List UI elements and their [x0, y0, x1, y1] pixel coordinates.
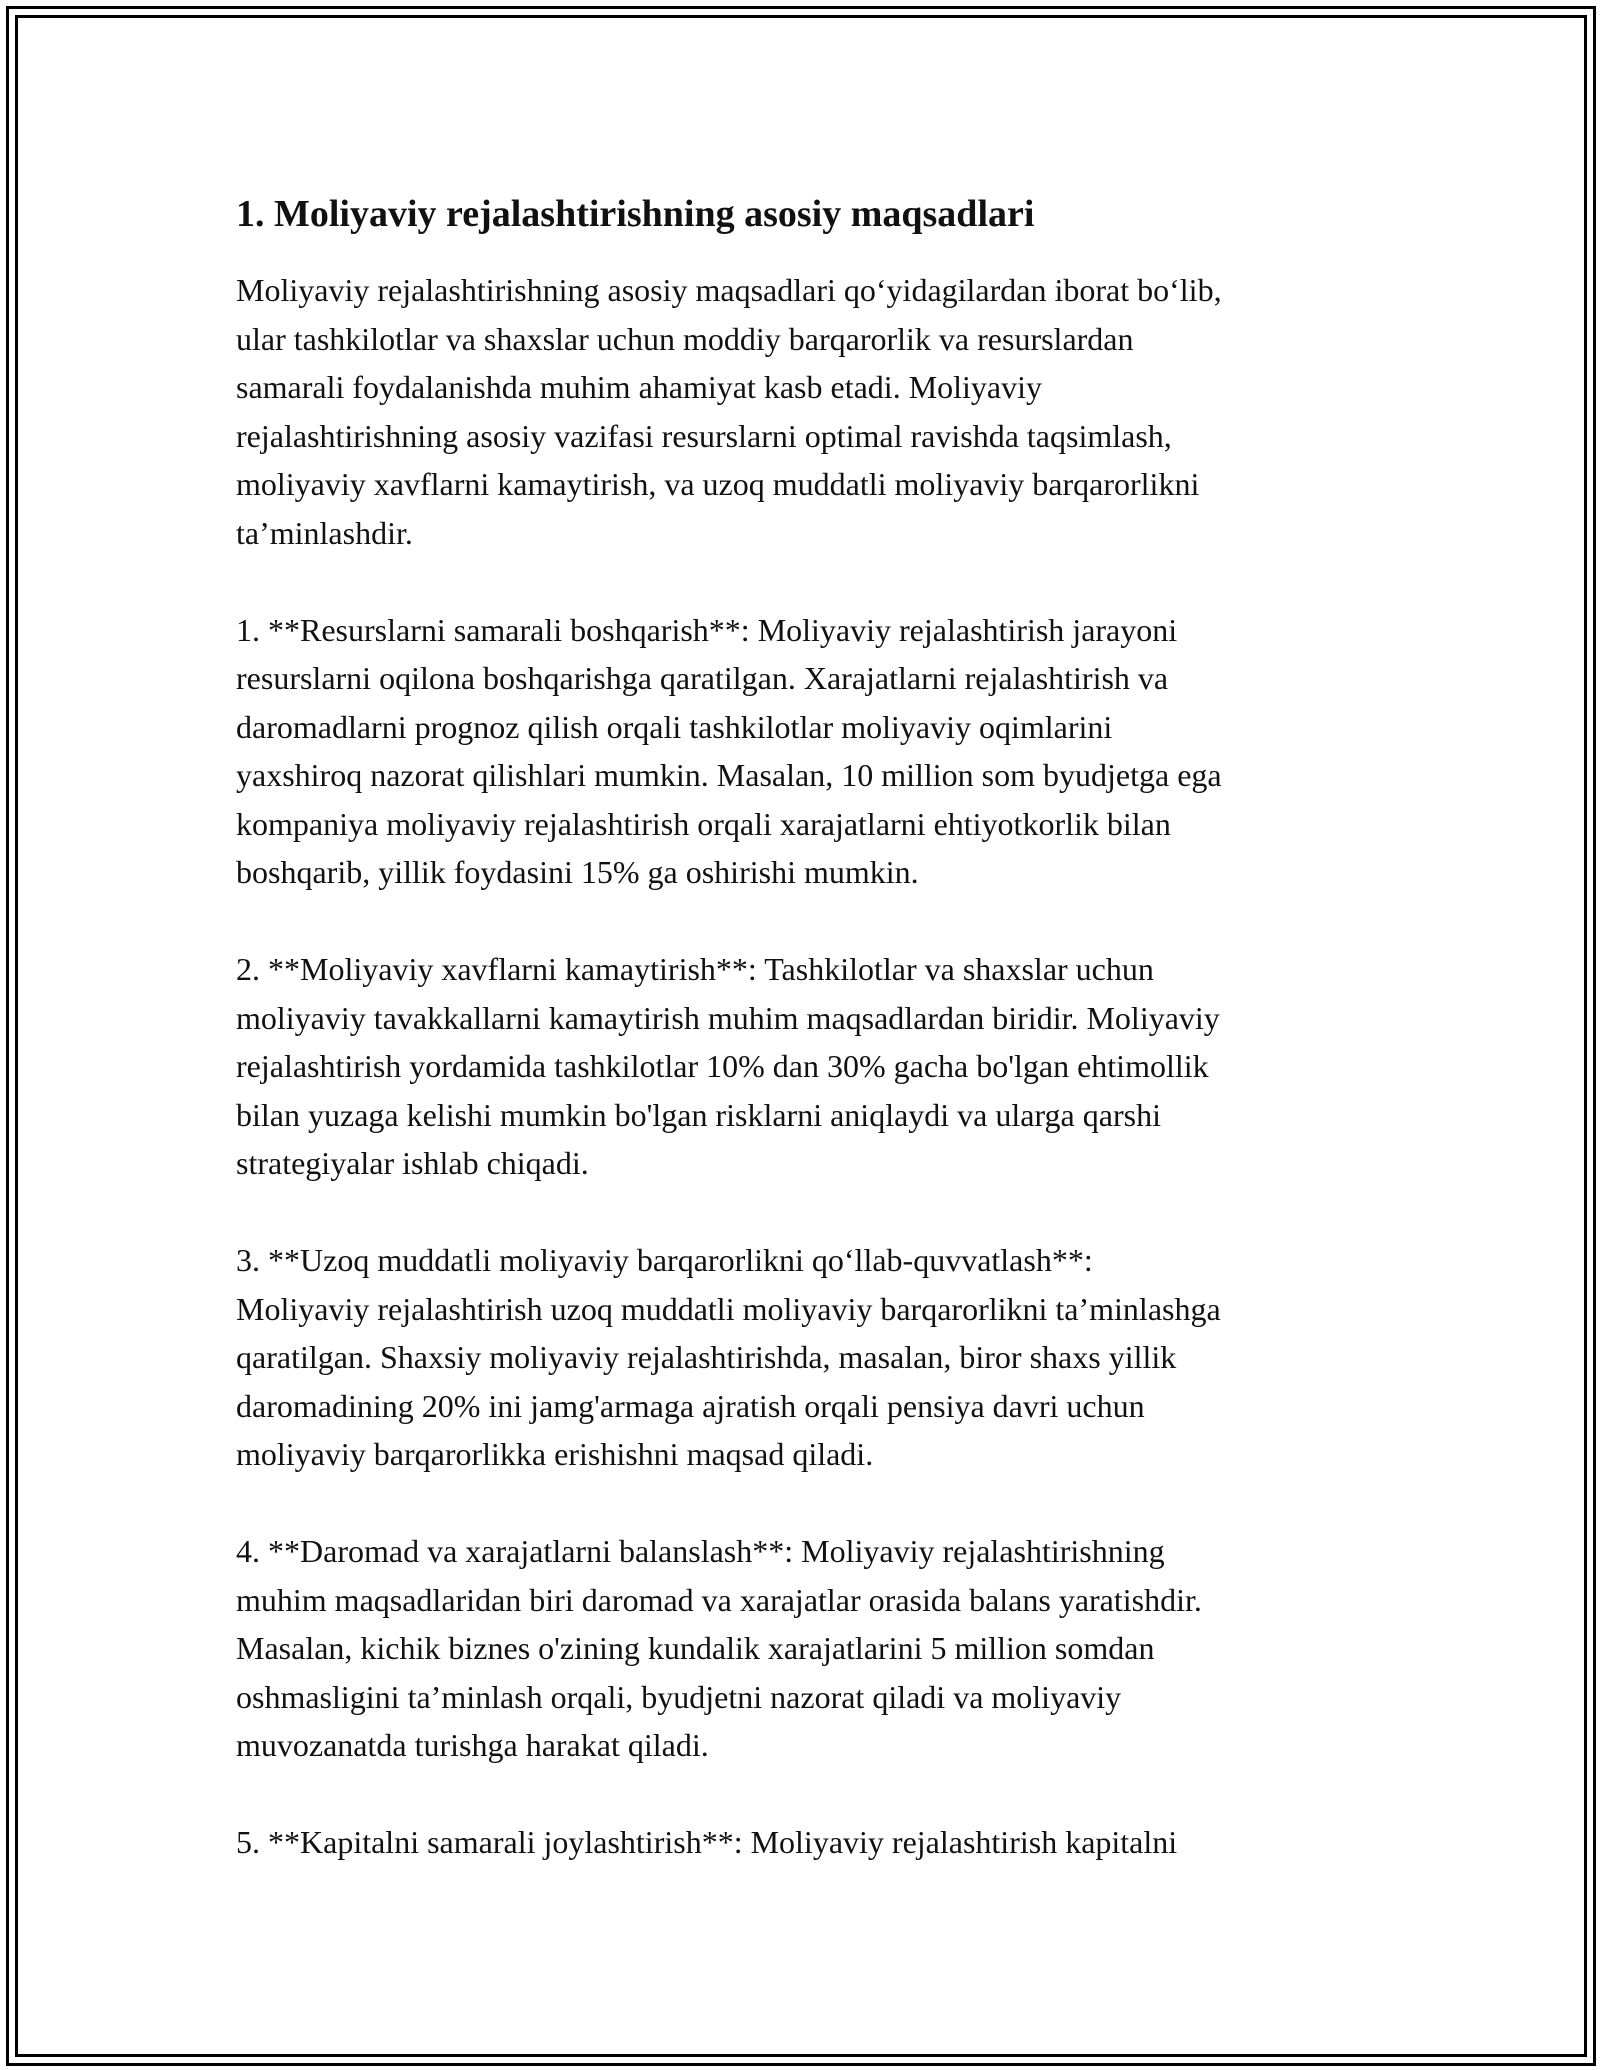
paragraph-spacer — [236, 557, 1376, 606]
list-item-2: 2. **Moliyaviy xavflarni kamaytirish**: Tashkilotlar va shaxslar uchun moliyaviy tavakkallarni kamaytirish muhim maqsadlardan biridir. Moliyaviy rejalashtirish yordamida tashkilotlar 10% dan 30% gacha bo'lgan ehtimollik bilan yuzaga kelishi mumkin bo'lgan risklarni aniqlaydi va ularga qarshi strategiyalar ishlab chiqadi. — [236, 951, 1220, 1181]
paragraph-spacer — [236, 1188, 1376, 1237]
section-heading: 1. Moliyaviy rejalashtirishning asosiy maqsadlari — [236, 193, 1035, 235]
list-item-5: 5. **Kapitalni samarali joylashtirish**: Moliyaviy rejalashtirish kapitalni — [236, 1824, 1178, 1860]
paragraph-spacer — [236, 1770, 1376, 1819]
list-item-4: 4. **Daromad va xarajatlarni balanslash**: Moliyaviy rejalashtirishning muhim maqsadlaridan biri daromad va xarajatlar orasida balans yaratishdir. Masalan, kichik biznes o'zining kundalik xarajatlarini 5 million somdan oshmasligini ta’minlash orqali, byudjetni nazorat qiladi va moliyaviy muvozanatda turishga harakat qiladi. — [236, 1533, 1202, 1763]
paragraph-spacer — [236, 897, 1376, 946]
list-item-3: 3. **Uzoq muddatli moliyaviy barqarorlikni qo‘llab-quvvatlash**: Moliyaviy rejalashtirish uzoq muddatli moliyaviy barqarorlikni ta’minlashga qaratilgan. Shaxsiy moliyaviy rejalashtirishda, masalan, biror shaxs yillik daromadining 20% ini jamg'armaga ajratish orqali pensiya davri uchun moliyaviy barqarorlikka erishishni maqsad qiladi. — [236, 1242, 1221, 1472]
document-body — [236, 188, 1376, 1867]
list-item-1: 1. **Resurslarni samarali boshqarish**: Moliyaviy rejalashtirish jarayoni resurslarni oqilona boshqarishga qaratilgan. Xarajatlarni rejalashtirish va daromadlarni prognoz qilish orqali tashkilotlar moliyaviy oqimlarini yaxshiroq nazorat qilishlari mumkin. Masalan, 10 million som byudjetga ega kompaniya moliyaviy rejalashtirish orqali xarajatlarni ehtiyotkorlik bilan boshqarib, yillik foydasini 15% ga oshirishi mumkin. — [236, 611, 1222, 890]
paragraph-spacer — [236, 1479, 1376, 1528]
intro-paragraph: Moliyaviy rejalashtirishning asosiy maqsadlari qo‘yidagilardan iborat bo‘lib, ular tashkilotlar va shaxslar uchun moddiy barqarorlik va resurslardan samarali foydalanishda muhim ahamiyat kasb etadi. Moliyaviy rejalashtirishning asosiy vazifasi resurslarni optimal ravishda taqsimlash, moliyaviy xavflarni kamaytirish, va uzoq muddatli moliyaviy barqarorlikni ta’minlashdir. — [236, 272, 1222, 551]
